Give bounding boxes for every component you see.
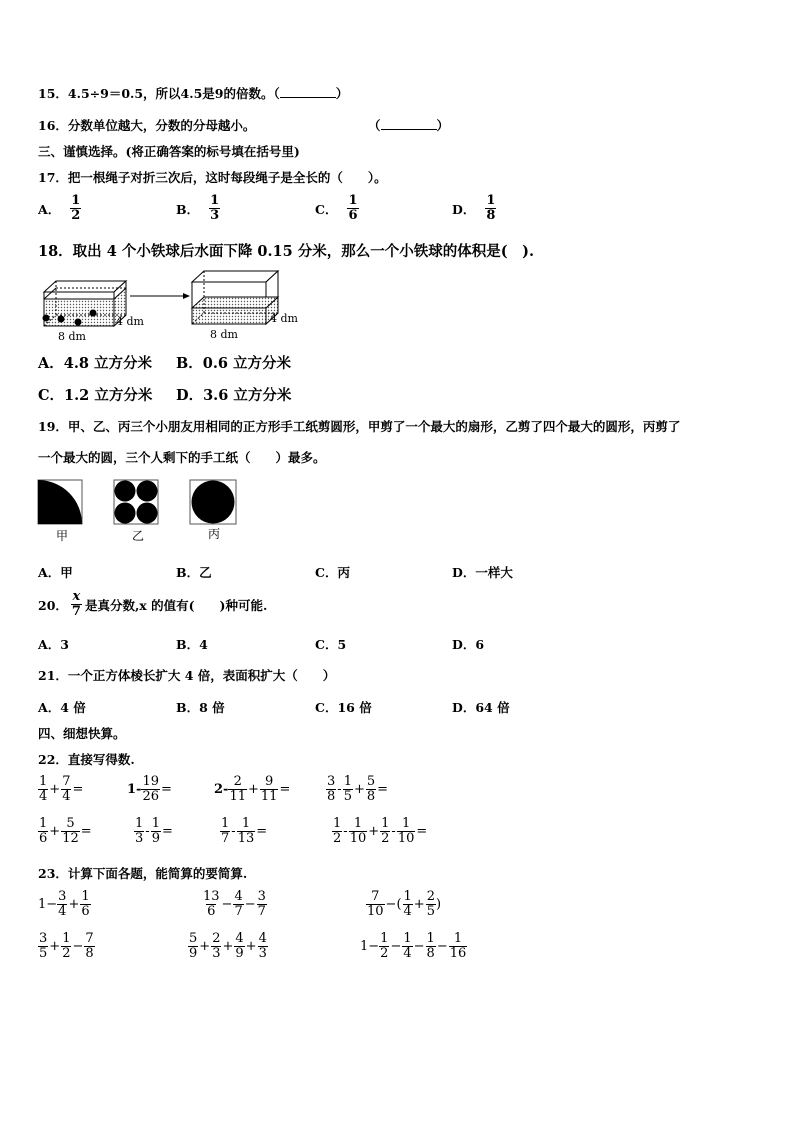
q23-expression: $\frac{13}{6}$ − $\frac{4}{7}$ − $\frac{3}{7}$ (203, 889, 266, 919)
q22-expression: $\frac{1}{7}$ - $\frac{1}{13}$ = (221, 816, 268, 846)
figure-label-jia: 甲 (56, 529, 69, 543)
q22-expression: $\frac{1}{3}$ - $\frac{1}{9}$ = (135, 816, 173, 846)
q22-expression: $\frac{1}{2}$ - $\frac{1}{10}$ + $\frac{1}{2}$ - $\frac{1}{10}$ = (333, 816, 428, 846)
question-21: 21．一个正方体棱长扩大 4 倍，表面积扩大（ ） (38, 668, 336, 683)
q16-answer: （ ） (368, 118, 450, 133)
question-22-title: 22．直接写得数. (38, 752, 135, 767)
question-18: 18．取出 4 个小铁球后水面下降 0.15 分米，那么一个小铁球的体积是( ). (38, 243, 535, 260)
paper-cut-figures (36, 478, 246, 546)
q18-option-a[interactable]: A．4.8 立方分米 (38, 355, 153, 372)
left-tank-width-label: 8 dm (58, 330, 86, 343)
q20-option-a[interactable]: A．3 (38, 637, 69, 652)
arrow-icon (130, 293, 190, 299)
q18-option-c[interactable]: C．1.2 立方分米 (38, 387, 153, 404)
question-19-line2: 一个最大的圆，三个人剩下的手工纸（ ）最多。 (38, 450, 326, 465)
q22-expression: $\frac{1}{4}$ + $\frac{7}{4}$ = (39, 774, 84, 804)
question-15: 15．4.5÷9＝0.5，所以4.5是9的倍数。（ ） (38, 86, 349, 101)
iron-ball (58, 316, 65, 323)
q19-option-d[interactable]: D．一样大 (452, 565, 513, 580)
q22-expression: $\frac{3}{8}$ - $\frac{1}{5}$ + $\frac{5}{8}$ = (327, 774, 389, 804)
q20-option-b[interactable]: B．4 (176, 637, 208, 652)
q17-option-c[interactable]: C． $\frac{1}{6}$ (315, 193, 358, 223)
q23-expression: $\frac{5}{9}$ + $\frac{2}{3}$ + $\frac{4}{9}$ + $\frac{4}{3}$ (189, 931, 267, 961)
fraction: $\frac{1}{3}$ (210, 193, 220, 223)
q17-option-b[interactable]: B． $\frac{1}{3}$ (176, 193, 220, 223)
q20-option-c[interactable]: C．5 (315, 637, 347, 652)
q22-expression: 1- $\frac{19}{26}$ = (127, 774, 172, 804)
q23-expression: 1− $\frac{1}{2}$ − $\frac{1}{4}$ − $\frac{1}{8}$ − $\frac{1}{16}$ (360, 931, 467, 961)
iron-ball (43, 315, 50, 322)
figure-bing (190, 480, 236, 541)
q19-option-b[interactable]: B．乙 (176, 565, 212, 580)
q21-option-a[interactable]: A．4 倍 (38, 700, 86, 715)
q22-expression: 2- $\frac{2}{11}$ + $\frac{9}{11}$ = (214, 774, 291, 804)
figure-yi (114, 480, 158, 543)
fraction: $\frac{1}{8}$ (486, 193, 496, 223)
q17-option-a[interactable]: A． $\frac{1}{2}$ (38, 193, 81, 223)
q18-option-b[interactable]: B．0.6 立方分米 (176, 355, 292, 372)
left-tank-height-label: 4 dm (116, 315, 144, 328)
q21-option-b[interactable]: B．8 倍 (176, 700, 225, 715)
figure-jia (38, 480, 82, 543)
water-tank-figure (30, 264, 320, 344)
section-4-heading: 四、细想快算。 (38, 726, 126, 741)
question-23-title: 23．计算下面各题，能简算的要简算. (38, 866, 248, 881)
q23-expression: $\frac{3}{5}$ + $\frac{1}{2}$ − $\frac{7}{8}$ (39, 931, 94, 961)
q19-option-c[interactable]: C．丙 (315, 565, 350, 580)
answer-blank[interactable] (280, 87, 336, 98)
q19-option-a[interactable]: A．甲 (38, 565, 73, 580)
q20-option-d[interactable]: D．6 (452, 637, 485, 652)
section-3-heading: 三、谨慎选择。(将正确答案的标号填在括号里) (38, 144, 300, 159)
figure-label-yi: 乙 (132, 529, 145, 543)
q22-expression: $\frac{1}{6}$ + $\frac{5}{12}$ = (39, 816, 92, 846)
question-17: 17．把一根绳子对折三次后，这时每段绳子是全长的（ ）。 (38, 170, 387, 185)
q21-option-c[interactable]: C．16 倍 (315, 700, 372, 715)
q15-text: 15．4.5÷9＝0.5，所以4.5是9的倍数。（ (38, 86, 280, 101)
question-16 (38, 116, 255, 134)
answer-blank[interactable] (381, 119, 437, 130)
iron-ball (75, 319, 82, 326)
fraction-x-over-7: $\frac{x}{7}$ (71, 589, 81, 619)
q18-option-d[interactable]: D．3.6 立方分米 (176, 387, 292, 404)
left-tank (43, 281, 145, 343)
fraction: $\frac{1}{2}$ (71, 193, 81, 223)
figure-label-bing: 丙 (208, 527, 221, 541)
right-tank-width-label: 8 dm (210, 328, 238, 341)
right-tank-height-label: 4 dm (270, 312, 298, 325)
q21-option-d[interactable]: D．64 倍 (452, 700, 510, 715)
question-20: 20． $\frac{x}{7}$ 是真分数,x 的值有( )种可能. (38, 589, 268, 619)
fraction: $\frac{1}{6}$ (348, 193, 358, 223)
iron-ball (90, 310, 97, 317)
q16-text: 16．分数单位越大，分数的分母越小。 (38, 118, 256, 133)
right-tank (192, 271, 299, 341)
q17-option-d[interactable]: D． $\frac{1}{8}$ (452, 193, 496, 223)
question-19-line1: 19．甲、乙、丙三个小朋友用相同的正方形手工纸剪圆形，甲剪了一个最大的扇形，乙剪了四个最大的圆形，丙剪了 (38, 419, 681, 434)
q23-expression: $\frac{7}{10}$ −( $\frac{1}{4}$ + $\frac{2}{5}$ ) (367, 889, 442, 919)
q23-expression: 1− $\frac{3}{4}$ + $\frac{1}{6}$ (38, 889, 90, 919)
